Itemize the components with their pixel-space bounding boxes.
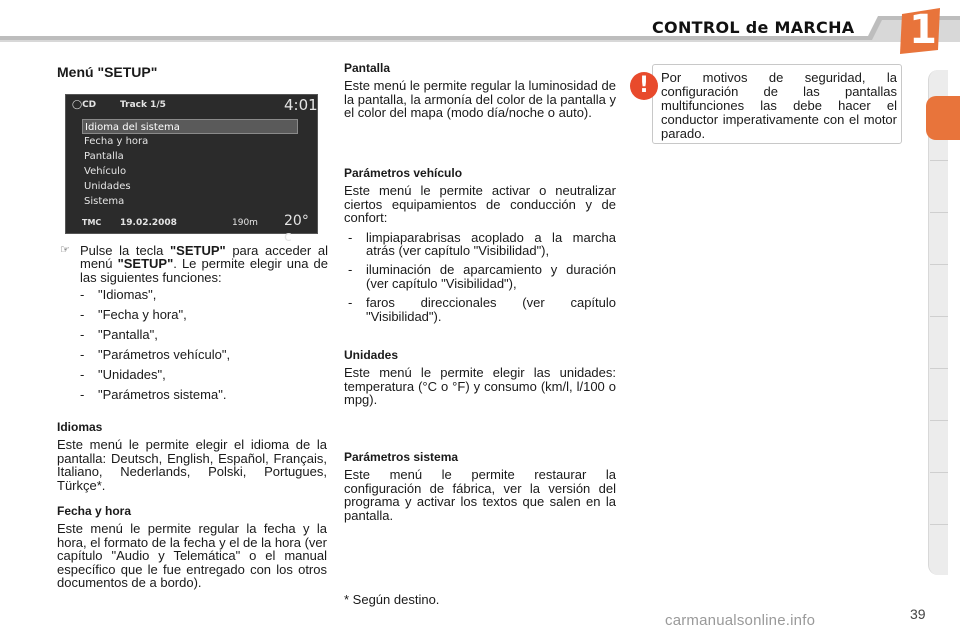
list-item: - limpiaparabrisas acoplado a la marcha atrás (ver capítulo "Visibilidad"),: [344, 231, 616, 258]
screen-bottombar: [66, 213, 317, 245]
pantalla-heading: Pantalla: [344, 61, 391, 75]
side-tab-active[interactable]: [926, 96, 960, 140]
idiomas-heading: Idiomas: [57, 420, 103, 434]
screen-topbar: [66, 95, 317, 117]
tab-divider: [930, 368, 948, 369]
warning-text: Por motivos de seguridad, la configuración de las pantallas multifunciones las debe hacer el conductor imperativamente con el motor parado.: [661, 70, 897, 141]
screen-temperature: 20° c: [284, 213, 309, 245]
side-tab-strip: [928, 70, 948, 575]
vehiculo-text: Este menú le permite activar o neutralizar ciertos equipamientos de conducción y de confort:: [344, 183, 616, 226]
screen-track: Track 1/5: [120, 100, 166, 110]
tab-divider: [930, 264, 948, 265]
idiomas-text: Este menú le permite elegir el idioma de la pantalla: Deutsch, English, Español, Français, Italiano, Nederlands, Polski, Portugues, Türkçe*.: [57, 437, 327, 493]
list-item: - "Idiomas",: [76, 288, 326, 302]
idiomas-section: [57, 421, 327, 492]
tab-divider: [930, 160, 948, 161]
setup-instruction: [60, 244, 328, 284]
unidades-section: [344, 349, 616, 407]
setup-options-list: [76, 288, 326, 408]
screen-distance: 190m: [232, 218, 258, 228]
setup-display-screenshot: [65, 94, 318, 245]
vehiculo-list: [344, 231, 616, 323]
chapter-number: 1: [909, 7, 937, 53]
watermark: carmanualsonline.info: [665, 612, 816, 629]
screen-menu: [82, 119, 298, 209]
pantalla-section: [344, 62, 616, 120]
footnote: * Según destino.: [344, 592, 440, 607]
sistema-section: [344, 451, 616, 522]
fecha-text: Este menú le permite regular la fecha y la hora, el formato de la fecha y el de la hora (ver capítulo "Audio y Telemática" o el manual específico que le fue entregado con los otros documentos de a bordo).: [57, 521, 327, 591]
sistema-heading: Parámetros sistema: [344, 450, 459, 464]
sistema-text: Este menú le permite restaurar la configuración de fábrica, ver la versión del programa y activar los textos que salen en la pantalla.: [344, 467, 616, 523]
tab-divider: [930, 420, 948, 421]
pointer-icon: ☞: [60, 244, 70, 256]
warning-box: [652, 64, 902, 144]
list-item: - "Pantalla",: [76, 328, 326, 342]
screen-time: 4:01: [284, 96, 318, 114]
list-item: - "Parámetros vehículo",: [76, 348, 326, 362]
screen-menu-item-sistema: Sistema: [84, 196, 125, 207]
unidades-text: Este menú le permite elegir las unidades: temperatura (°C o °F) y consumo (km/l, l/100 o mpg).: [344, 365, 616, 408]
screen-menu-item-pantalla: Pantalla: [84, 151, 124, 162]
list-item: - "Parámetros sistema".: [76, 388, 326, 402]
tab-divider: [930, 212, 948, 213]
page-number: 39: [910, 606, 926, 622]
vehiculo-heading: Parámetros vehículo: [344, 166, 463, 180]
screen-menu-item-fecha: Fecha y hora: [84, 136, 149, 147]
screen-menu-item-unidades: Unidades: [84, 181, 131, 192]
screen-menu-item-vehiculo: Vehículo: [84, 166, 127, 177]
page-title: Menú "SETUP": [57, 64, 158, 80]
pantalla-text: Este menú le permite regular la luminosidad de la pantalla, la armonía del color de la pantalla y el color del mapa (modo día/noche o auto).: [344, 78, 616, 121]
screen-tmc: TMC: [82, 218, 102, 227]
chapter-title: CONTROL de MARCHA: [652, 18, 855, 37]
warning-icon: !: [630, 72, 658, 100]
unidades-heading: Unidades: [344, 348, 399, 362]
tab-divider: [930, 524, 948, 525]
tab-divider: [930, 316, 948, 317]
list-item: - faros direccionales (ver capítulo "Visibilidad").: [344, 296, 616, 323]
list-item: - iluminación de aparcamiento y duración (ver capítulo "Visibilidad"),: [344, 263, 616, 290]
screen-source: ◯CD: [72, 100, 97, 110]
fecha-heading: Fecha y hora: [57, 504, 132, 518]
screen-menu-item-idioma: Idioma del sistema: [82, 119, 298, 134]
tab-divider: [930, 472, 948, 473]
vehiculo-section: [344, 167, 616, 329]
screen-date: 19.02.2008: [120, 218, 177, 228]
list-item: - "Unidades",: [76, 368, 326, 382]
fecha-section: [57, 505, 327, 589]
instruction-text: Pulse la tecla "SETUP" para acceder al menú "SETUP". Le permite elegir una de las siguientes funciones:: [80, 243, 328, 285]
list-item: - "Fecha y hora",: [76, 308, 326, 322]
